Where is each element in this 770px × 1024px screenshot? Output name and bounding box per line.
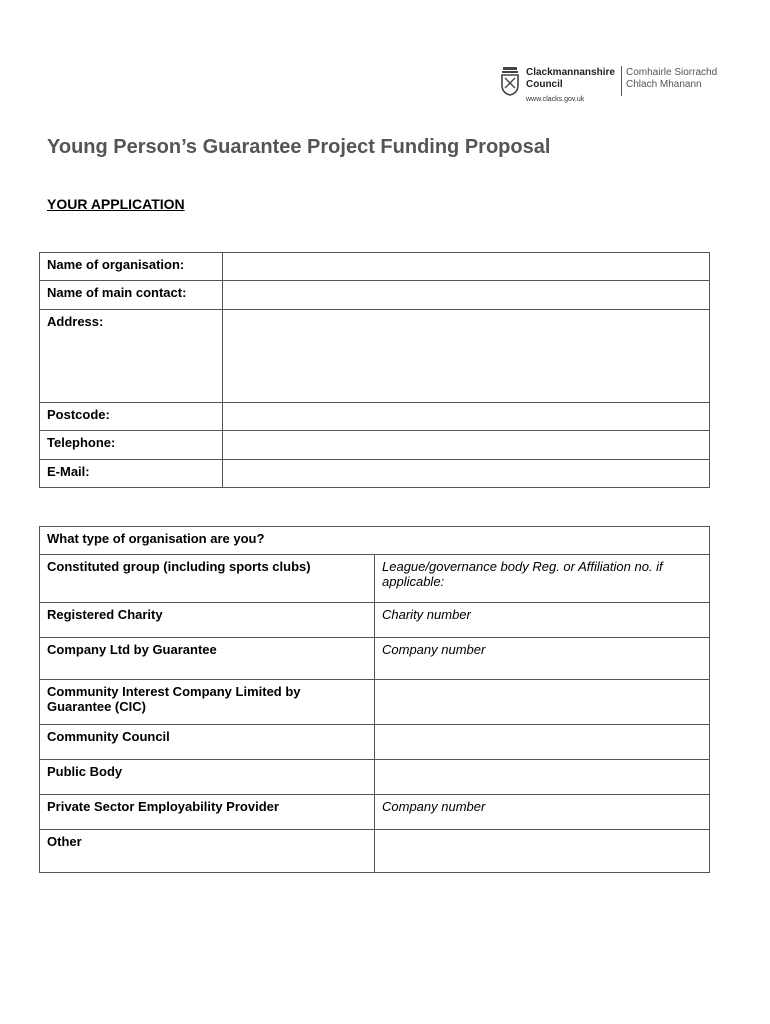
table-row: [40, 555, 710, 603]
section-heading: YOUR APPLICATION: [47, 196, 185, 212]
address-field[interactable]: [223, 310, 710, 403]
gaelic-name-line2: Chlach Mhanann: [626, 79, 702, 90]
org-type-detail-field[interactable]: Charity number: [375, 603, 710, 638]
organisation-type-question: What type of organisation are you?: [40, 527, 710, 555]
table-row: [40, 310, 710, 403]
table-row: [40, 680, 710, 725]
address-label: Address:: [40, 310, 223, 403]
council-name-line2: Council: [526, 79, 563, 90]
council-website: www.clacks.gov.uk: [526, 96, 585, 103]
gaelic-name-line1: Comhairle Siorrachd: [626, 67, 718, 78]
org-type-detail-field[interactable]: League/governance body Reg. or Affiliation no. if applicable:: [375, 555, 710, 603]
org-type-label: Constituted group (including sports clubs): [40, 555, 375, 603]
table-row: [40, 638, 710, 680]
table-row: [40, 725, 710, 760]
org-type-detail-field[interactable]: Company number: [375, 795, 710, 830]
telephone-label: Telephone:: [40, 431, 223, 460]
council-name: [526, 67, 615, 91]
email-label: E-Mail:: [40, 460, 223, 488]
org-type-detail-field[interactable]: [375, 680, 710, 725]
council-crest-icon: [500, 66, 520, 96]
org-type-detail-field[interactable]: Company number: [375, 638, 710, 680]
postcode-label: Postcode:: [40, 403, 223, 431]
document-title: Young Person’s Guarantee Project Funding Proposal: [47, 136, 551, 158]
table-row: [40, 281, 710, 310]
table-row: [40, 830, 710, 873]
org-type-label: Community Interest Company Limited by Guarantee (CIC): [40, 680, 375, 725]
telephone-field[interactable]: [223, 431, 710, 460]
table-row: [40, 795, 710, 830]
council-gaelic-name: [626, 67, 717, 91]
org-type-label: Public Body: [40, 760, 375, 795]
org-type-label: Company Ltd by Guarantee: [40, 638, 375, 680]
organisation-type-table: [39, 526, 710, 873]
organisation-name-label: Name of organisation:: [40, 253, 223, 281]
table-row: [40, 603, 710, 638]
table-row: [40, 403, 710, 431]
table-row: [40, 431, 710, 460]
org-type-detail-field[interactable]: [375, 760, 710, 795]
council-logo: [500, 64, 730, 108]
main-contact-field[interactable]: [223, 281, 710, 310]
org-type-label: Registered Charity: [40, 603, 375, 638]
org-type-label: Private Sector Employability Provider: [40, 795, 375, 830]
table-header-row: [40, 527, 710, 555]
council-name-line1: Clackmannanshire: [526, 67, 615, 78]
main-contact-label: Name of main contact:: [40, 281, 223, 310]
table-row: [40, 760, 710, 795]
org-type-detail-field[interactable]: [375, 725, 710, 760]
org-type-detail-field[interactable]: [375, 830, 710, 873]
contact-details-table: [39, 252, 710, 488]
organisation-name-field[interactable]: [223, 253, 710, 281]
table-row: [40, 253, 710, 281]
table-row: [40, 460, 710, 488]
logo-divider: [621, 66, 622, 96]
email-field[interactable]: [223, 460, 710, 488]
postcode-field[interactable]: [223, 403, 710, 431]
org-type-label: Other: [40, 830, 375, 873]
org-type-label: Community Council: [40, 725, 375, 760]
